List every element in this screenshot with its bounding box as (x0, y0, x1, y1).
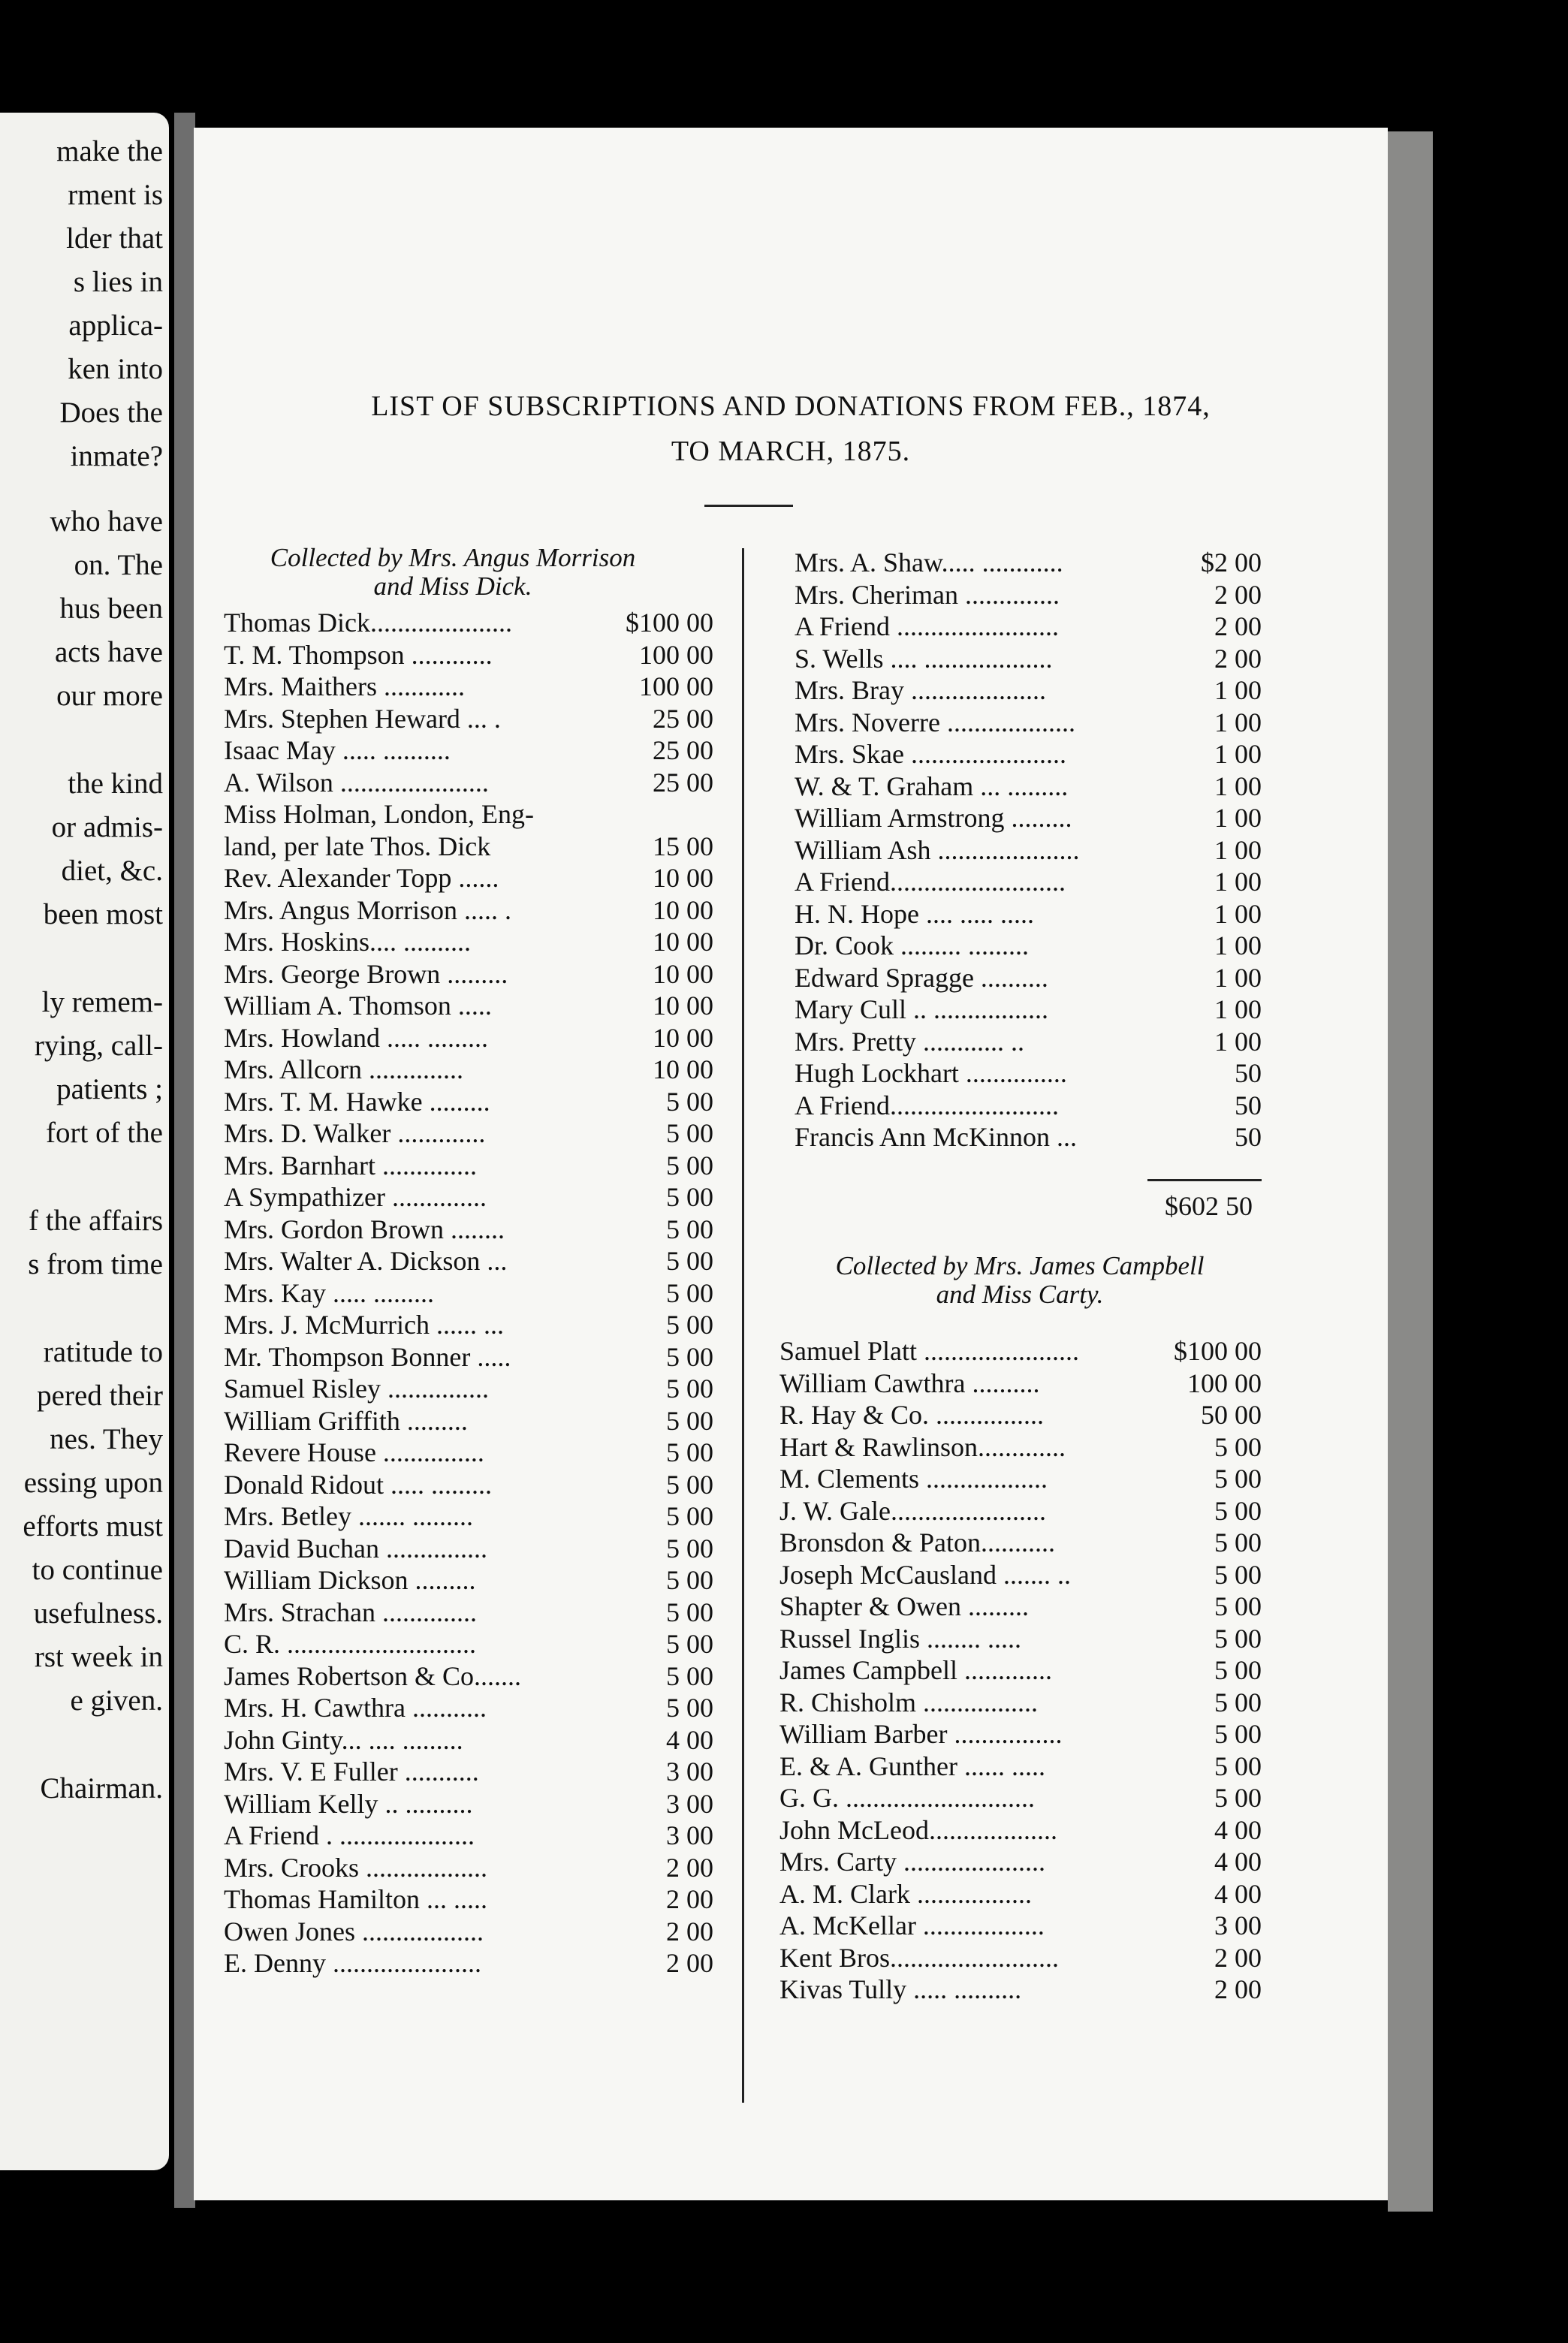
left-page-text: our more (56, 680, 163, 712)
donation-amount: 1 00 (1214, 962, 1262, 993)
donation-amount: 4 00 (1214, 1847, 1262, 1877)
left-page-text: lder that (66, 222, 163, 255)
list-item (795, 1121, 1262, 1153)
donation-amount: 5 00 (1214, 1623, 1262, 1654)
section3-heading-line-1: Collected by Mrs. James Campbell (835, 1251, 1205, 1280)
donation-amount: 5 00 (1214, 1527, 1262, 1557)
donation-amount: 3 00 (666, 1820, 713, 1850)
donor-name: Hart & Rawlinson............. (779, 1431, 1066, 1462)
donation-amount: 1 00 (1214, 834, 1262, 865)
left-facing-page (0, 113, 169, 2170)
list-item (795, 898, 1262, 930)
donation-amount: 50 (1235, 1058, 1262, 1088)
list-item (779, 1654, 1262, 1686)
donor-name: G. G. ............................ (779, 1783, 1035, 1813)
donation-amount: 1 00 (1214, 1026, 1262, 1057)
donor-name: David Buchan ............... (224, 1533, 487, 1564)
donor-name: Mrs. Howland ..... ......... (224, 1022, 488, 1053)
donor-name: Donald Ridout ..... ......... (224, 1469, 492, 1500)
donor-name: William Kelly .. .......... (224, 1788, 473, 1819)
list-item (779, 1974, 1262, 2005)
donation-amount: 5 00 (666, 1533, 713, 1564)
donor-name: Hugh Lockhart ............... (795, 1058, 1067, 1088)
list-item (795, 707, 1262, 738)
donor-name: E. Denny ...................... (224, 1948, 481, 1978)
left-page-text: who have (50, 505, 163, 538)
donor-name: T. M. Thompson ............ (224, 639, 493, 670)
left-page-text: ly remem- (41, 986, 163, 1018)
donor-name: Mrs. Hoskins.... .......... (224, 927, 472, 957)
donation-amount: 50 (1235, 1122, 1262, 1152)
donor-name: M. Clements .................. (779, 1464, 1048, 1494)
donation-amount: 5 00 (666, 1086, 713, 1117)
list-item (779, 1431, 1262, 1463)
title-rule (704, 505, 793, 507)
donation-amount: 2 00 (1214, 1974, 1262, 2004)
list-item (224, 894, 713, 926)
donor-name: Mrs. D. Walker ............. (224, 1118, 486, 1148)
donor-name: Mrs. V. E Fuller ........... (224, 1756, 479, 1787)
donation-amount: 5 00 (666, 1214, 713, 1244)
list-item (224, 1660, 713, 1692)
donation-amount: 4 00 (1214, 1878, 1262, 1909)
left-page-text: s from time (28, 1248, 163, 1280)
left-page-text: efforts must (23, 1510, 163, 1542)
list-item (779, 1527, 1262, 1558)
donation-amount: 5 00 (1214, 1783, 1262, 1813)
donation-amount: 2 00 (666, 1884, 713, 1914)
donor-name: Mrs. J. McMurrich ...... ... (224, 1310, 504, 1340)
donation-amount: 5 00 (1214, 1719, 1262, 1749)
donation-amount: 5 00 (666, 1660, 713, 1691)
page-title-line-2: TO MARCH, 1875. (671, 436, 911, 467)
list-item (795, 994, 1262, 1025)
donor-name: R. Chisholm ................. (779, 1687, 1039, 1717)
column-divider (742, 548, 744, 2103)
donor-name: John Ginty... .... ......... (224, 1724, 463, 1755)
list-item (224, 926, 713, 957)
donor-name: E. & A. Gunther ...... ..... (779, 1750, 1045, 1781)
donation-amount: 4 00 (666, 1724, 713, 1755)
left-page-text: rst week in (34, 1641, 163, 1673)
donor-name: Shapter & Owen ......... (779, 1591, 1029, 1621)
donation-amount: 100 00 (1187, 1368, 1262, 1398)
left-page-text: ken into (68, 353, 163, 385)
donation-amount: 2 00 (666, 1948, 713, 1978)
list-item (779, 1495, 1262, 1527)
donor-name: Thomas Hamilton ... ..... (224, 1884, 487, 1914)
donor-name: Thomas Dick..................... (224, 608, 512, 638)
donation-amount: 5 00 (666, 1277, 713, 1308)
list-item (224, 1883, 713, 1915)
list-item (224, 671, 713, 702)
donation-amount: 25 00 (653, 767, 713, 798)
list-item (795, 962, 1262, 994)
donation-amount: 1 00 (1214, 898, 1262, 929)
donor-name: William A. Thomson ..... (224, 991, 492, 1021)
list-item (795, 547, 1262, 578)
list-item (779, 1878, 1262, 1910)
donor-name: James Robertson & Co....... (224, 1660, 521, 1691)
page-title-line-1: LIST OF SUBSCRIPTIONS AND DONATIONS FROM FEB., 1874, (371, 390, 1211, 422)
donor-name: William Barber ................ (779, 1719, 1063, 1749)
donor-name: Mrs. Stephen Heward ... . (224, 703, 501, 734)
donation-amount: 25 00 (653, 735, 713, 765)
donor-name: A Friend.......................... (795, 867, 1066, 897)
donation-amount: 2 00 (1214, 611, 1262, 641)
left-page-text: patients ; (56, 1073, 163, 1105)
list-item (224, 1597, 713, 1628)
donation-amount: 10 00 (653, 991, 713, 1021)
list-item (795, 770, 1262, 802)
donor-name: W. & T. Graham ... ......... (795, 770, 1069, 801)
binding-gutter (174, 113, 195, 2208)
donor-name: H. N. Hope .... ..... ..... (795, 898, 1034, 929)
list-item (224, 734, 713, 766)
left-page-text: inmate? (70, 440, 163, 472)
list-item (224, 1117, 713, 1149)
list-item (795, 834, 1262, 866)
list-item (224, 1150, 713, 1181)
left-page-text: e given. (70, 1684, 163, 1717)
donation-amount: $100 00 (626, 608, 713, 638)
list-item (779, 1718, 1262, 1750)
donor-name: Mrs. Betley ....... ......... (224, 1501, 473, 1531)
list-item (224, 767, 713, 798)
donation-amount: 10 00 (653, 863, 713, 893)
document-page (194, 128, 1388, 2200)
donation-amount: 5 00 (666, 1693, 713, 1723)
list-item (779, 1335, 1262, 1367)
left-page-text: fort of the (46, 1117, 163, 1149)
list-item (779, 1399, 1262, 1431)
donation-amount: 5 00 (666, 1310, 713, 1340)
list-item (779, 1591, 1262, 1622)
donation-amount: 5 00 (1214, 1687, 1262, 1717)
page-edge (1388, 131, 1433, 2212)
list-item (224, 1405, 713, 1437)
list-item (795, 1026, 1262, 1057)
donation-amount: 5 00 (666, 1405, 713, 1436)
left-page-text: pered their (37, 1380, 163, 1412)
list-item (224, 1437, 713, 1468)
donation-amount: 4 00 (1214, 1814, 1262, 1845)
donor-name: William Armstrong ......... (795, 803, 1072, 833)
donor-name: John McLeod................... (779, 1814, 1057, 1845)
donor-name: A Friend . .................... (224, 1820, 475, 1850)
donor-name: Mrs. Barnhart .............. (224, 1150, 477, 1181)
list-item (224, 1947, 713, 1979)
list-item (779, 1623, 1262, 1654)
list-item (224, 607, 713, 638)
list-item (779, 1814, 1262, 1846)
donation-amount: 1 00 (1214, 770, 1262, 801)
list-item (795, 930, 1262, 961)
donor-name: Kent Bros......................... (779, 1942, 1059, 1973)
donor-name: Mrs. Bray .................... (795, 675, 1046, 705)
list-item (224, 1500, 713, 1532)
donation-amount: 5 00 (1214, 1495, 1262, 1526)
section1-heading-line-2: and Miss Dick. (373, 571, 532, 601)
donation-amount: 10 00 (653, 894, 713, 925)
left-page-text: the kind (68, 767, 163, 800)
donation-amount: 5 00 (666, 1469, 713, 1500)
donation-amount: 5 00 (1214, 1750, 1262, 1781)
list-item (795, 643, 1262, 674)
list-item (224, 990, 713, 1021)
donation-amount: 2 00 (1214, 579, 1262, 610)
list-item (224, 1820, 713, 1851)
left-page-text: make the (56, 135, 163, 167)
list-item (224, 1628, 713, 1660)
donation-amount: 2 00 (1214, 1942, 1262, 1973)
left-page-text: or admis- (51, 811, 163, 843)
list-item (224, 1341, 713, 1373)
donation-amount: 10 00 (653, 1022, 713, 1053)
donor-name: A Friend......................... (795, 1090, 1060, 1120)
list-item (779, 1559, 1262, 1591)
donation-amount: 5 00 (666, 1565, 713, 1595)
list-item (779, 1910, 1262, 1941)
list-item (224, 1086, 713, 1117)
left-page-text: Does the (59, 397, 163, 429)
donor-name: Mrs. Carty ..................... (779, 1847, 1045, 1877)
left-page-text: on. The (74, 549, 163, 581)
left-page-text: been most (43, 898, 163, 930)
list-item (224, 1469, 713, 1500)
list-item (795, 738, 1262, 770)
donor-name: Dr. Cook ......... ......... (795, 930, 1030, 960)
donor-name: Samuel Risley ............... (224, 1374, 489, 1404)
donor-name: Mrs. Strachan .............. (224, 1597, 477, 1627)
donor-name: Samuel Platt ....................... (779, 1336, 1079, 1366)
donor-name: Isaac May ..... .......... (224, 735, 451, 765)
list-item (795, 1090, 1262, 1121)
donation-amount: 5 00 (666, 1182, 713, 1212)
list-item (795, 802, 1262, 834)
donor-name: Mrs. Cheriman .............. (795, 579, 1060, 610)
list-item (224, 1916, 713, 1947)
donation-amount: 1 00 (1214, 867, 1262, 897)
donation-amount: 3 00 (666, 1788, 713, 1819)
donation-amount: 5 00 (666, 1341, 713, 1372)
donor-name: Mrs. Skae ....................... (795, 739, 1066, 769)
section2-total: $602 50 (1165, 1191, 1253, 1221)
list-item (224, 1054, 713, 1085)
list-item (779, 1687, 1262, 1718)
donor-name: land, per late Thos. Dick (224, 831, 491, 861)
donor-name: A. McKellar .................. (779, 1910, 1045, 1940)
donation-amount: 2 00 (666, 1916, 713, 1946)
list-item (795, 674, 1262, 706)
donor-name: Revere House ............... (224, 1437, 484, 1467)
left-page-text: hus been (59, 593, 163, 625)
donor-name: J. W. Gale....................... (779, 1495, 1046, 1526)
donation-amount: 3 00 (666, 1756, 713, 1787)
donation-amount: 1 00 (1214, 930, 1262, 960)
donation-amount: $2 00 (1201, 547, 1262, 577)
donation-amount: 1 00 (1214, 707, 1262, 737)
list-item (795, 579, 1262, 611)
list-item (224, 1852, 713, 1883)
list-item (224, 1756, 713, 1787)
donation-amount: 1 00 (1214, 739, 1262, 769)
donation-amount: 5 00 (1214, 1655, 1262, 1685)
donor-name: William Cawthra .......... (779, 1368, 1040, 1398)
list-item (224, 1788, 713, 1820)
donor-name: A. Wilson ...................... (224, 767, 489, 798)
left-page-text: rying, call- (34, 1030, 163, 1062)
donation-amount: 2 00 (666, 1852, 713, 1883)
list-item (224, 1692, 713, 1723)
donation-amount: 3 00 (1214, 1910, 1262, 1940)
left-page-text: diet, &c. (61, 855, 163, 887)
left-page-text: applica- (68, 309, 163, 342)
donor-name: Mrs. Kay ..... ......... (224, 1277, 434, 1308)
list-item (795, 866, 1262, 897)
donor-name: Owen Jones .................. (224, 1916, 484, 1946)
total-rule (1147, 1179, 1262, 1181)
donation-amount: 15 00 (653, 831, 713, 861)
donor-name: William Griffith ......... (224, 1405, 468, 1436)
list-item (779, 1846, 1262, 1877)
donation-amount: 10 00 (653, 1054, 713, 1084)
list-item (779, 1782, 1262, 1814)
left-page-text: essing upon (23, 1467, 163, 1499)
donor-name: Mrs. Angus Morrison ..... . (224, 894, 512, 925)
donor-name: Bronsdon & Paton........... (779, 1527, 1056, 1557)
donor-name: Miss Holman, London, Eng- (224, 799, 534, 829)
donation-amount: 5 00 (666, 1246, 713, 1276)
donor-name: A Friend ........................ (795, 611, 1060, 641)
donor-name: C. R. ............................ (224, 1629, 477, 1659)
donation-amount: 5 00 (666, 1150, 713, 1181)
donor-name: Mr. Thompson Bonner ..... (224, 1341, 511, 1372)
list-item (224, 1533, 713, 1564)
left-page-text: acts have (54, 636, 163, 668)
left-page-text: ratitude to (43, 1336, 163, 1368)
donation-amount: 5 00 (1214, 1431, 1262, 1462)
donor-name: Mrs. Walter A. Dickson ... (224, 1246, 508, 1276)
list-item (224, 703, 713, 734)
list-item (795, 611, 1262, 642)
left-page-text: nes. They (50, 1423, 163, 1455)
list-item (779, 1463, 1262, 1494)
donor-name: Mary Cull .. ................. (795, 994, 1048, 1024)
left-page-text: f the affairs (28, 1205, 163, 1237)
donor-name: Kivas Tully ..... .......... (779, 1974, 1022, 2004)
donor-name: William Ash ..................... (795, 834, 1080, 865)
donation-amount: 10 00 (653, 927, 713, 957)
donation-amount: 5 00 (1214, 1559, 1262, 1590)
list-item (779, 1942, 1262, 1974)
donation-amount: 5 00 (666, 1629, 713, 1659)
donor-name: A Sympathizer .............. (224, 1182, 487, 1212)
section3-heading-line-2: and Miss Carty. (936, 1280, 1104, 1309)
left-page-text: usefulness. (33, 1597, 163, 1630)
left-page-text: rment is (68, 179, 163, 211)
donation-amount: 50 00 (1201, 1400, 1262, 1430)
donor-name: Mrs. Pretty ............ .. (795, 1026, 1024, 1057)
donor-name: James Campbell ............. (779, 1655, 1052, 1685)
donor-name: Mrs. Allcorn .............. (224, 1054, 463, 1084)
donor-name: Mrs. A. Shaw..... ............ (795, 547, 1063, 577)
list-item (224, 1724, 713, 1756)
list-item (224, 639, 713, 671)
donation-amount: 5 00 (666, 1597, 713, 1627)
list-item (224, 1564, 713, 1596)
donor-name: Mrs. Noverre ................... (795, 707, 1075, 737)
donation-amount: 5 00 (666, 1437, 713, 1467)
donation-amount: 25 00 (653, 703, 713, 734)
donor-name: Mrs. Gordon Brown ........ (224, 1214, 505, 1244)
donor-name: Francis Ann McKinnon ... (795, 1122, 1077, 1152)
donation-amount: 1 00 (1214, 994, 1262, 1024)
donor-name: Mrs. Maithers ............ (224, 671, 465, 701)
donation-amount: 50 (1235, 1090, 1262, 1120)
donation-amount: 5 00 (1214, 1591, 1262, 1621)
list-item (224, 1181, 713, 1213)
list-item (779, 1368, 1262, 1399)
section1-heading-line-1: Collected by Mrs. Angus Morrison (270, 543, 636, 572)
list-item (224, 1309, 713, 1340)
list-item (224, 1214, 713, 1245)
donation-amount: 5 00 (666, 1118, 713, 1148)
donor-name: S. Wells .... ................... (795, 643, 1053, 674)
left-page-text: to continue (32, 1554, 163, 1586)
donor-name: Edward Spragge .......... (795, 962, 1048, 993)
donor-name: Mrs. T. M. Hawke ......... (224, 1086, 490, 1117)
donor-name: William Dickson ......... (224, 1565, 476, 1595)
donation-amount: 1 00 (1214, 675, 1262, 705)
list-item (224, 1277, 713, 1309)
donor-name: Russel Inglis ........ ..... (779, 1623, 1022, 1654)
donation-amount: $100 00 (1174, 1336, 1262, 1366)
donation-amount: 100 00 (639, 639, 713, 670)
donor-name: Mrs. George Brown ......... (224, 958, 508, 989)
donor-name: Mrs. Crooks .................. (224, 1852, 488, 1883)
donor-name: Mrs. H. Cawthra ........... (224, 1693, 487, 1723)
donation-amount: 5 00 (666, 1374, 713, 1404)
donation-amount: 5 00 (1214, 1464, 1262, 1494)
list-item (224, 798, 713, 830)
left-page-text: Chairman. (40, 1772, 163, 1805)
left-page-text: s lies in (73, 266, 163, 298)
list-item (224, 1022, 713, 1054)
list-item (224, 958, 713, 990)
donation-amount: 10 00 (653, 958, 713, 989)
donor-name: Rev. Alexander Topp ...... (224, 863, 499, 893)
list-item (224, 1245, 713, 1277)
list-item (779, 1750, 1262, 1782)
donation-amount: 1 00 (1214, 803, 1262, 833)
donation-amount: 5 00 (666, 1501, 713, 1531)
donation-amount: 100 00 (639, 671, 713, 701)
donor-name: R. Hay & Co. ................ (779, 1400, 1045, 1430)
donor-name: A. M. Clark ................. (779, 1878, 1032, 1909)
list-item (224, 862, 713, 894)
list-item (224, 831, 713, 862)
donor-name: Joseph McCausland ....... .. (779, 1559, 1071, 1590)
list-item (795, 1057, 1262, 1089)
list-item (224, 1373, 713, 1404)
donation-amount: 2 00 (1214, 643, 1262, 674)
